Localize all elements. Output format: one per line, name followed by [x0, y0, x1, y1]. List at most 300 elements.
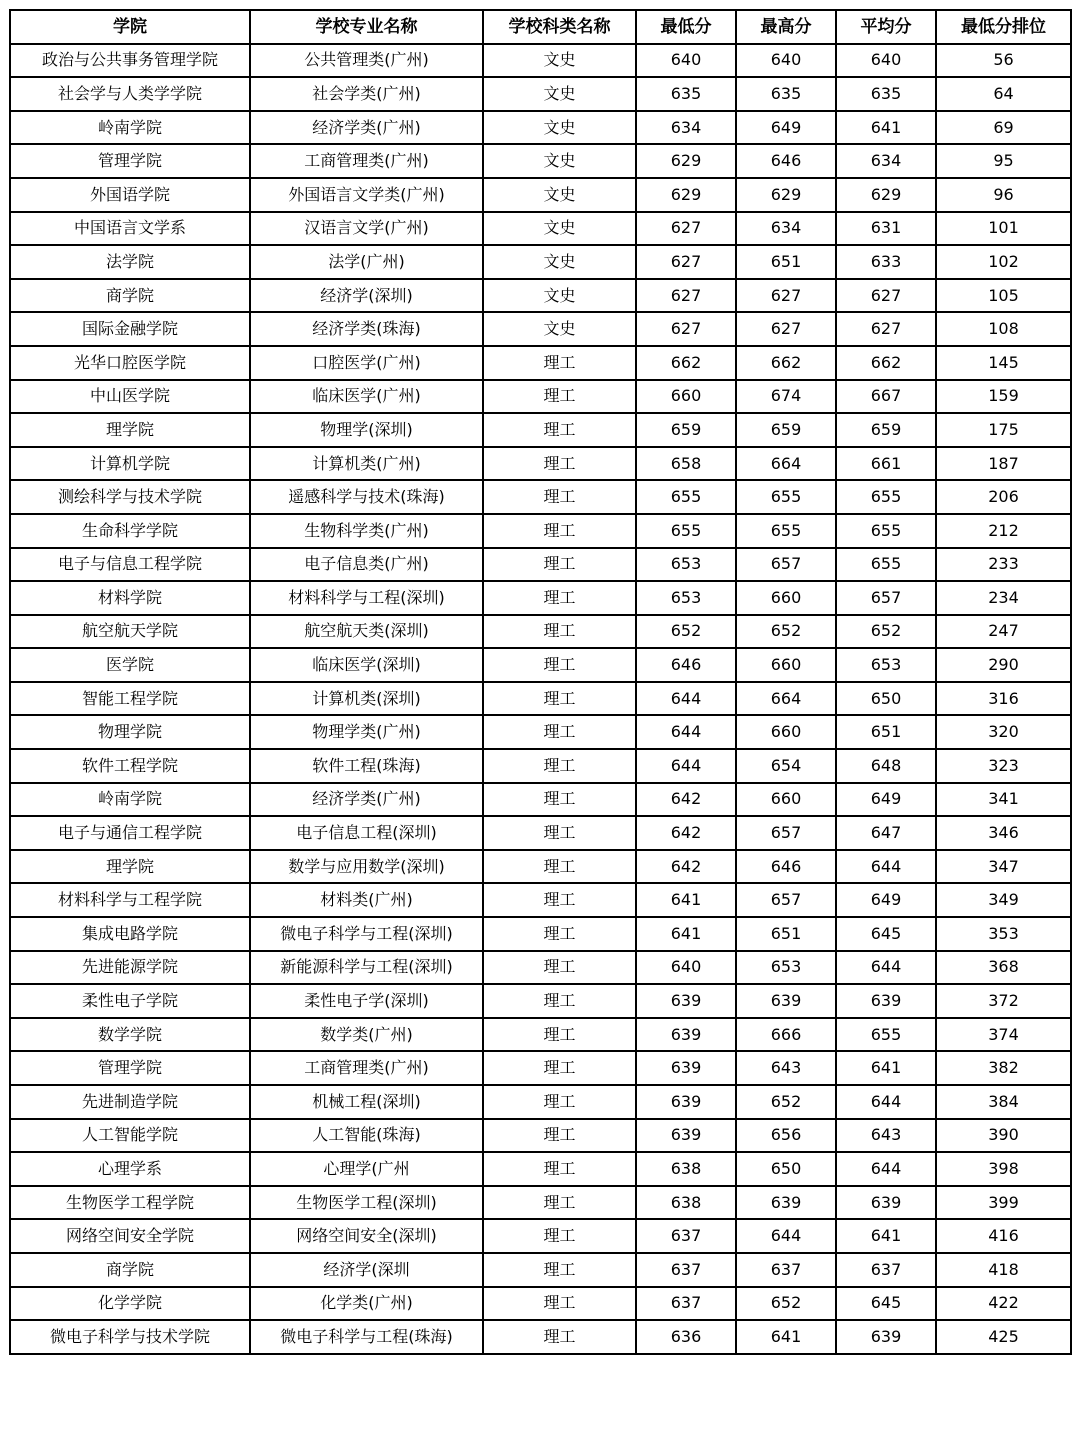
min-rank-cell: 316	[936, 682, 1071, 716]
min-score-cell: 637	[636, 1287, 736, 1321]
min-score-cell: 627	[636, 212, 736, 246]
min-rank-cell: 108	[936, 312, 1071, 346]
major-cell: 机械工程(深圳)	[250, 1085, 483, 1119]
min-score-cell: 662	[636, 346, 736, 380]
category-cell: 理工	[483, 413, 636, 447]
avg-score-cell: 648	[836, 749, 936, 783]
table-row	[10, 548, 1071, 582]
category-cell: 理工	[483, 480, 636, 514]
min-rank-cell: 105	[936, 279, 1071, 313]
category-cell: 理工	[483, 346, 636, 380]
max-score-cell: 640	[736, 44, 836, 78]
major-cell: 公共管理类(广州)	[250, 44, 483, 78]
college-cell: 材料科学与工程学院	[10, 883, 250, 917]
table-row	[10, 581, 1071, 615]
min-rank-cell: 398	[936, 1152, 1071, 1186]
avg-score-cell: 639	[836, 1320, 936, 1354]
table-row	[10, 783, 1071, 817]
category-cell: 文史	[483, 178, 636, 212]
min-rank-cell: 349	[936, 883, 1071, 917]
min-rank-cell: 233	[936, 548, 1071, 582]
college-cell: 理学院	[10, 413, 250, 447]
major-cell: 新能源科学与工程(深圳)	[250, 951, 483, 985]
avg-score-cell: 649	[836, 883, 936, 917]
major-cell: 经济学类(珠海)	[250, 312, 483, 346]
min-rank-cell: 418	[936, 1253, 1071, 1287]
header-min-score: 最低分	[636, 10, 736, 44]
table-row	[10, 212, 1071, 246]
college-cell: 光华口腔医学院	[10, 346, 250, 380]
avg-score-cell: 661	[836, 447, 936, 481]
header-avg-score: 平均分	[836, 10, 936, 44]
max-score-cell: 660	[736, 783, 836, 817]
major-cell: 社会学类(广州)	[250, 77, 483, 111]
major-cell: 微电子科学与工程(深圳)	[250, 917, 483, 951]
avg-score-cell: 659	[836, 413, 936, 447]
college-cell: 智能工程学院	[10, 682, 250, 716]
table-row	[10, 178, 1071, 212]
category-cell: 理工	[483, 682, 636, 716]
major-cell: 数学类(广州)	[250, 1018, 483, 1052]
min-rank-cell: 346	[936, 816, 1071, 850]
max-score-cell: 654	[736, 749, 836, 783]
category-cell: 理工	[483, 984, 636, 1018]
min-rank-cell: 247	[936, 615, 1071, 649]
min-rank-cell: 95	[936, 144, 1071, 178]
major-cell: 遥感科学与技术(珠海)	[250, 480, 483, 514]
min-score-cell: 642	[636, 850, 736, 884]
table-body	[10, 44, 1071, 1354]
avg-score-cell: 639	[836, 1186, 936, 1220]
avg-score-cell: 655	[836, 1018, 936, 1052]
min-score-cell: 658	[636, 447, 736, 481]
major-cell: 网络空间安全(深圳)	[250, 1219, 483, 1253]
min-score-cell: 635	[636, 77, 736, 111]
min-rank-cell: 175	[936, 413, 1071, 447]
max-score-cell: 652	[736, 1287, 836, 1321]
avg-score-cell: 639	[836, 984, 936, 1018]
category-cell: 理工	[483, 380, 636, 414]
major-cell: 电子信息类(广州)	[250, 548, 483, 582]
min-rank-cell: 368	[936, 951, 1071, 985]
min-rank-cell: 374	[936, 1018, 1071, 1052]
table-row	[10, 1152, 1071, 1186]
major-cell: 经济学(深圳)	[250, 279, 483, 313]
table-row	[10, 984, 1071, 1018]
min-score-cell: 637	[636, 1253, 736, 1287]
category-cell: 文史	[483, 111, 636, 145]
min-rank-cell: 382	[936, 1051, 1071, 1085]
max-score-cell: 629	[736, 178, 836, 212]
college-cell: 中山医学院	[10, 380, 250, 414]
max-score-cell: 652	[736, 615, 836, 649]
avg-score-cell: 641	[836, 1219, 936, 1253]
min-score-cell: 653	[636, 548, 736, 582]
min-score-cell: 655	[636, 514, 736, 548]
major-cell: 物理学类(广州)	[250, 715, 483, 749]
avg-score-cell: 635	[836, 77, 936, 111]
header-max-score: 最高分	[736, 10, 836, 44]
min-rank-cell: 234	[936, 581, 1071, 615]
college-cell: 先进制造学院	[10, 1085, 250, 1119]
category-cell: 理工	[483, 514, 636, 548]
college-cell: 材料学院	[10, 581, 250, 615]
college-cell: 商学院	[10, 279, 250, 313]
min-rank-cell: 206	[936, 480, 1071, 514]
max-score-cell: 657	[736, 883, 836, 917]
college-cell: 国际金融学院	[10, 312, 250, 346]
avg-score-cell: 662	[836, 346, 936, 380]
college-cell: 航空航天学院	[10, 615, 250, 649]
category-cell: 理工	[483, 447, 636, 481]
category-cell: 文史	[483, 312, 636, 346]
avg-score-cell: 631	[836, 212, 936, 246]
min-score-cell: 640	[636, 44, 736, 78]
min-rank-cell: 96	[936, 178, 1071, 212]
major-cell: 经济学类(广州)	[250, 111, 483, 145]
table-row	[10, 1320, 1071, 1354]
table-row	[10, 312, 1071, 346]
avg-score-cell: 627	[836, 312, 936, 346]
max-score-cell: 643	[736, 1051, 836, 1085]
college-cell: 数学学院	[10, 1018, 250, 1052]
college-cell: 外国语学院	[10, 178, 250, 212]
min-score-cell: 659	[636, 413, 736, 447]
college-cell: 集成电路学院	[10, 917, 250, 951]
major-cell: 材料科学与工程(深圳)	[250, 581, 483, 615]
major-cell: 临床医学(广州)	[250, 380, 483, 414]
max-score-cell: 657	[736, 816, 836, 850]
min-rank-cell: 159	[936, 380, 1071, 414]
college-cell: 心理学系	[10, 1152, 250, 1186]
major-cell: 数学与应用数学(深圳)	[250, 850, 483, 884]
major-cell: 物理学(深圳)	[250, 413, 483, 447]
table-row	[10, 380, 1071, 414]
college-cell: 测绘科学与技术学院	[10, 480, 250, 514]
min-score-cell: 638	[636, 1186, 736, 1220]
avg-score-cell: 649	[836, 783, 936, 817]
category-cell: 理工	[483, 1219, 636, 1253]
avg-score-cell: 651	[836, 715, 936, 749]
table-row	[10, 144, 1071, 178]
category-cell: 理工	[483, 1085, 636, 1119]
min-rank-cell: 64	[936, 77, 1071, 111]
header-category: 学校科类名称	[483, 10, 636, 44]
table-row	[10, 917, 1071, 951]
table-row	[10, 715, 1071, 749]
table-row	[10, 514, 1071, 548]
min-rank-cell: 347	[936, 850, 1071, 884]
category-cell: 理工	[483, 1320, 636, 1354]
max-score-cell: 637	[736, 1253, 836, 1287]
min-score-cell: 646	[636, 648, 736, 682]
header-college: 学院	[10, 10, 250, 44]
college-cell: 生物医学工程学院	[10, 1186, 250, 1220]
min-rank-cell: 212	[936, 514, 1071, 548]
min-rank-cell: 372	[936, 984, 1071, 1018]
major-cell: 法学(广州)	[250, 245, 483, 279]
min-score-cell: 641	[636, 917, 736, 951]
table-row	[10, 883, 1071, 917]
table-row	[10, 447, 1071, 481]
min-score-cell: 644	[636, 682, 736, 716]
table-row	[10, 480, 1071, 514]
category-cell: 理工	[483, 1152, 636, 1186]
avg-score-cell: 652	[836, 615, 936, 649]
table-row	[10, 77, 1071, 111]
category-cell: 文史	[483, 144, 636, 178]
category-cell: 理工	[483, 883, 636, 917]
category-cell: 文史	[483, 44, 636, 78]
max-score-cell: 660	[736, 715, 836, 749]
table-row	[10, 749, 1071, 783]
college-cell: 微电子科学与技术学院	[10, 1320, 250, 1354]
college-cell: 生命科学学院	[10, 514, 250, 548]
min-score-cell: 655	[636, 480, 736, 514]
max-score-cell: 650	[736, 1152, 836, 1186]
table-row	[10, 1018, 1071, 1052]
max-score-cell: 655	[736, 480, 836, 514]
max-score-cell: 666	[736, 1018, 836, 1052]
avg-score-cell: 657	[836, 581, 936, 615]
avg-score-cell: 627	[836, 279, 936, 313]
major-cell: 生物科学类(广州)	[250, 514, 483, 548]
min-score-cell: 644	[636, 715, 736, 749]
max-score-cell: 646	[736, 144, 836, 178]
max-score-cell: 660	[736, 648, 836, 682]
category-cell: 理工	[483, 1051, 636, 1085]
avg-score-cell: 644	[836, 1085, 936, 1119]
avg-score-cell: 645	[836, 1287, 936, 1321]
major-cell: 生物医学工程(深圳)	[250, 1186, 483, 1220]
avg-score-cell: 629	[836, 178, 936, 212]
college-cell: 理学院	[10, 850, 250, 884]
min-rank-cell: 320	[936, 715, 1071, 749]
max-score-cell: 649	[736, 111, 836, 145]
category-cell: 理工	[483, 1287, 636, 1321]
min-rank-cell: 290	[936, 648, 1071, 682]
max-score-cell: 674	[736, 380, 836, 414]
college-cell: 物理学院	[10, 715, 250, 749]
min-score-cell: 627	[636, 245, 736, 279]
college-cell: 医学院	[10, 648, 250, 682]
major-cell: 外国语言文学类(广州)	[250, 178, 483, 212]
min-score-cell: 644	[636, 749, 736, 783]
min-rank-cell: 145	[936, 346, 1071, 380]
table-row	[10, 1051, 1071, 1085]
min-rank-cell: 341	[936, 783, 1071, 817]
college-cell: 岭南学院	[10, 111, 250, 145]
min-score-cell: 639	[636, 1119, 736, 1153]
max-score-cell: 655	[736, 514, 836, 548]
category-cell: 理工	[483, 783, 636, 817]
min-rank-cell: 416	[936, 1219, 1071, 1253]
category-cell: 理工	[483, 581, 636, 615]
min-score-cell: 642	[636, 783, 736, 817]
college-cell: 商学院	[10, 1253, 250, 1287]
min-rank-cell: 422	[936, 1287, 1071, 1321]
max-score-cell: 627	[736, 312, 836, 346]
max-score-cell: 634	[736, 212, 836, 246]
major-cell: 口腔医学(广州)	[250, 346, 483, 380]
table-row	[10, 850, 1071, 884]
table-row	[10, 1119, 1071, 1153]
min-rank-cell: 323	[936, 749, 1071, 783]
max-score-cell: 646	[736, 850, 836, 884]
college-cell: 电子与通信工程学院	[10, 816, 250, 850]
category-cell: 文史	[483, 279, 636, 313]
college-cell: 电子与信息工程学院	[10, 548, 250, 582]
college-cell: 社会学与人类学学院	[10, 77, 250, 111]
min-score-cell: 634	[636, 111, 736, 145]
college-cell: 岭南学院	[10, 783, 250, 817]
category-cell: 理工	[483, 850, 636, 884]
avg-score-cell: 647	[836, 816, 936, 850]
min-rank-cell: 353	[936, 917, 1071, 951]
min-score-cell: 627	[636, 312, 736, 346]
min-rank-cell: 102	[936, 245, 1071, 279]
max-score-cell: 635	[736, 77, 836, 111]
category-cell: 理工	[483, 1119, 636, 1153]
college-cell: 管理学院	[10, 144, 250, 178]
avg-score-cell: 633	[836, 245, 936, 279]
min-rank-cell: 384	[936, 1085, 1071, 1119]
table-row	[10, 1287, 1071, 1321]
major-cell: 柔性电子学(深圳)	[250, 984, 483, 1018]
major-cell: 临床医学(深圳)	[250, 648, 483, 682]
avg-score-cell: 641	[836, 111, 936, 145]
category-cell: 理工	[483, 951, 636, 985]
min-rank-cell: 399	[936, 1186, 1071, 1220]
table-row	[10, 816, 1071, 850]
table-row	[10, 413, 1071, 447]
major-cell: 化学类(广州)	[250, 1287, 483, 1321]
min-score-cell: 627	[636, 279, 736, 313]
min-rank-cell: 425	[936, 1320, 1071, 1354]
major-cell: 微电子科学与工程(珠海)	[250, 1320, 483, 1354]
max-score-cell: 664	[736, 447, 836, 481]
max-score-cell: 662	[736, 346, 836, 380]
max-score-cell: 660	[736, 581, 836, 615]
table-row	[10, 1085, 1071, 1119]
college-cell: 管理学院	[10, 1051, 250, 1085]
major-cell: 航空航天类(深圳)	[250, 615, 483, 649]
min-rank-cell: 390	[936, 1119, 1071, 1153]
college-cell: 政治与公共事务管理学院	[10, 44, 250, 78]
college-cell: 网络空间安全学院	[10, 1219, 250, 1253]
major-cell: 工商管理类(广州)	[250, 144, 483, 178]
avg-score-cell: 655	[836, 548, 936, 582]
avg-score-cell: 643	[836, 1119, 936, 1153]
table-row	[10, 1186, 1071, 1220]
table-row	[10, 951, 1071, 985]
max-score-cell: 653	[736, 951, 836, 985]
table-row	[10, 245, 1071, 279]
table-row	[10, 346, 1071, 380]
max-score-cell: 657	[736, 548, 836, 582]
min-score-cell: 639	[636, 1085, 736, 1119]
category-cell: 文史	[483, 77, 636, 111]
header-min-rank: 最低分排位	[936, 10, 1071, 44]
header-row	[10, 10, 1071, 44]
min-rank-cell: 187	[936, 447, 1071, 481]
max-score-cell: 652	[736, 1085, 836, 1119]
table-row	[10, 111, 1071, 145]
table-row	[10, 615, 1071, 649]
avg-score-cell: 655	[836, 480, 936, 514]
max-score-cell: 639	[736, 984, 836, 1018]
category-cell: 文史	[483, 245, 636, 279]
major-cell: 计算机类(深圳)	[250, 682, 483, 716]
min-score-cell: 629	[636, 144, 736, 178]
min-score-cell: 637	[636, 1219, 736, 1253]
avg-score-cell: 667	[836, 380, 936, 414]
category-cell: 理工	[483, 749, 636, 783]
category-cell: 理工	[483, 548, 636, 582]
avg-score-cell: 644	[836, 951, 936, 985]
max-score-cell: 659	[736, 413, 836, 447]
college-cell: 柔性电子学院	[10, 984, 250, 1018]
min-score-cell: 639	[636, 984, 736, 1018]
table-row	[10, 279, 1071, 313]
major-cell: 心理学(广州	[250, 1152, 483, 1186]
max-score-cell: 664	[736, 682, 836, 716]
min-rank-cell: 69	[936, 111, 1071, 145]
college-cell: 化学学院	[10, 1287, 250, 1321]
category-cell: 理工	[483, 917, 636, 951]
table-row	[10, 1219, 1071, 1253]
major-cell: 计算机类(广州)	[250, 447, 483, 481]
avg-score-cell: 653	[836, 648, 936, 682]
category-cell: 文史	[483, 212, 636, 246]
major-cell: 材料类(广州)	[250, 883, 483, 917]
college-cell: 计算机学院	[10, 447, 250, 481]
min-score-cell: 653	[636, 581, 736, 615]
min-score-cell: 629	[636, 178, 736, 212]
major-cell: 电子信息工程(深圳)	[250, 816, 483, 850]
major-cell: 人工智能(珠海)	[250, 1119, 483, 1153]
college-cell: 法学院	[10, 245, 250, 279]
max-score-cell: 656	[736, 1119, 836, 1153]
max-score-cell: 651	[736, 917, 836, 951]
min-score-cell: 652	[636, 615, 736, 649]
min-score-cell: 638	[636, 1152, 736, 1186]
min-score-cell: 636	[636, 1320, 736, 1354]
min-score-cell: 642	[636, 816, 736, 850]
table-header	[10, 10, 1071, 44]
min-score-cell: 641	[636, 883, 736, 917]
major-cell: 汉语言文学(广州)	[250, 212, 483, 246]
avg-score-cell: 641	[836, 1051, 936, 1085]
avg-score-cell: 650	[836, 682, 936, 716]
min-score-cell: 660	[636, 380, 736, 414]
min-rank-cell: 56	[936, 44, 1071, 78]
table-row	[10, 1253, 1071, 1287]
major-cell: 经济学类(广州)	[250, 783, 483, 817]
major-cell: 软件工程(珠海)	[250, 749, 483, 783]
min-score-cell: 640	[636, 951, 736, 985]
avg-score-cell: 655	[836, 514, 936, 548]
min-score-cell: 639	[636, 1018, 736, 1052]
category-cell: 理工	[483, 615, 636, 649]
avg-score-cell: 645	[836, 917, 936, 951]
table-row	[10, 648, 1071, 682]
avg-score-cell: 640	[836, 44, 936, 78]
college-cell: 人工智能学院	[10, 1119, 250, 1153]
major-cell: 经济学(深圳	[250, 1253, 483, 1287]
max-score-cell: 627	[736, 279, 836, 313]
header-major: 学校专业名称	[250, 10, 483, 44]
